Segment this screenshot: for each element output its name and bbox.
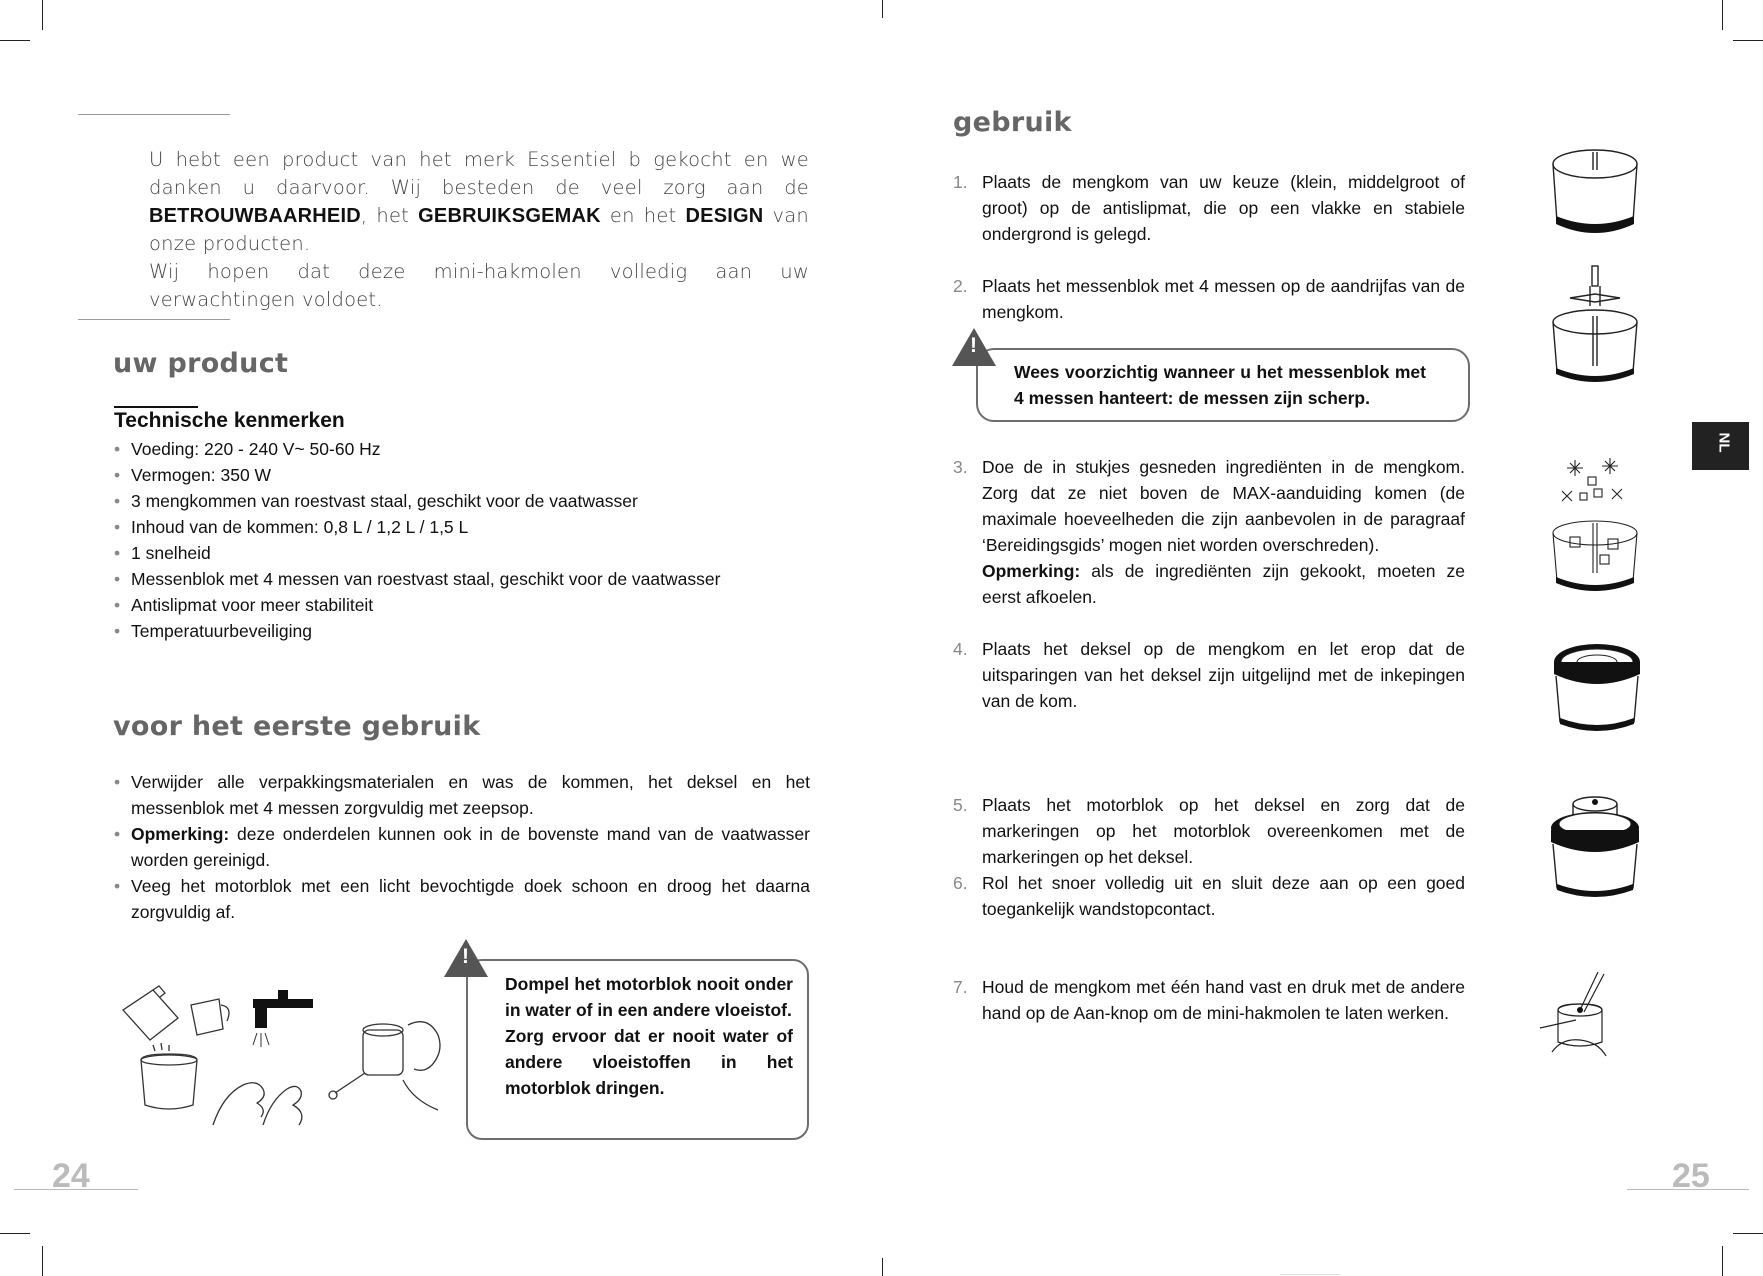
warning-symbol: ! [462, 945, 469, 968]
intro-paragraph [149, 146, 809, 314]
section-title-product: uw product [113, 348, 289, 379]
crop-mark [1733, 40, 1763, 41]
first-use-item [114, 769, 810, 821]
warning-text: Wees voorzichtig wanneer u het messenblok met 4 messen hanteert: de messen zijn scherp. [1014, 362, 1426, 408]
crop-mark [882, 0, 883, 18]
subhead-bar [114, 406, 198, 408]
spec-item: • Inhoud van de kommen: 0,8 L / 1,2 L / 1,5 L [114, 514, 834, 540]
step-text: Plaats het messenblok met 4 messen op de aandrijfas van de mengkom. [982, 276, 1465, 322]
lid-on-bowl-illustration [1552, 636, 1642, 736]
step-number: 5. [953, 795, 968, 815]
step-number: 4. [953, 639, 968, 659]
first-use-text: Veeg het motorblok met een licht bevochtigde doek schoon en droog het daarna zorgvuldig af. [131, 876, 810, 922]
step-number: 6. [953, 873, 968, 893]
press-button-illustration [1538, 970, 1618, 1060]
ingredients-in-bowl-illustration [1550, 455, 1640, 605]
warning-triangle-icon [952, 328, 996, 366]
step-item [953, 974, 1465, 1026]
bowl-illustration [1550, 146, 1640, 242]
step-text: Rol het snoer volledig uit en sluit deze aan op een goed toegankelijk wandstopcontact. [982, 873, 1465, 919]
crop-mark [882, 1258, 883, 1276]
note-label: Opmerking: [131, 824, 230, 844]
section-title-usage: gebruik [953, 107, 1072, 138]
step-number: 1. [953, 172, 968, 192]
language-tab-label: NL [1715, 432, 1733, 453]
intro-text: van onze producten. [149, 204, 809, 255]
step-number: 2. [953, 276, 968, 296]
note-label: Opmerking: [982, 561, 1081, 581]
crop-mark [1722, 0, 1723, 30]
spec-item: • Messenblok met 4 messen van roestvast staal, geschikt voor de vaatwasser [114, 566, 834, 592]
crop-mark [42, 1246, 43, 1276]
crop-mark [42, 0, 43, 30]
spec-item: • Voeding: 220 - 240 V~ 50-60 Hz [114, 436, 834, 462]
note-text: als de ingrediënten zijn gekookt, moeten ze eerst afkoelen. [982, 561, 1465, 607]
section-title-first-use: voor het eerste gebruik [113, 711, 481, 742]
specs-list [114, 436, 834, 644]
crop-mark [0, 1233, 30, 1234]
step-text: Houd de mengkom met één hand vast en druk met de andere hand op de Aan-knop om de mini-hakmolen te laten werken. [982, 977, 1465, 1023]
specs-title: Technische kenmerken [114, 409, 345, 432]
step-text: Plaats het motorblok op het deksel en zorg dat de markeringen op het motorblok overeenkomen met de markeringen op het deksel. [982, 795, 1465, 867]
spec-item: • 1 snelheid [114, 540, 834, 566]
first-use-list [114, 769, 810, 925]
crop-mark [0, 40, 30, 41]
first-use-text: Verwijder alle verpakkingsmaterialen en was de kommen, het deksel en het messenblok met 4 messen zorgvuldig met zeepsop. [131, 772, 810, 818]
warning-symbol: ! [970, 334, 977, 357]
spec-item: • Antislipmat voor meer stabiliteit [114, 592, 834, 618]
warning-line-2: Zorg ervoor dat er nooit water of andere vloeistoffen in het motorblok dringen. [505, 1026, 793, 1098]
crop-mark [1280, 1274, 1340, 1275]
first-use-text: deze onderdelen kunnen ook in de bovenste mand van de vaatwasser worden gereinigd. [131, 824, 810, 870]
page-number-left: 24 [52, 1157, 90, 1195]
step-note [982, 558, 1465, 610]
step-item [953, 454, 1465, 610]
warning-triangle-icon [444, 939, 488, 977]
intro-bold-ease: GEBRUIKSGEMAK [418, 205, 601, 227]
intro-bottom-rule [78, 319, 230, 320]
crop-mark [1722, 1246, 1723, 1276]
page-number-right: 25 [1672, 1157, 1710, 1195]
step-item [953, 870, 1465, 922]
step-text: Plaats de mengkom van uw keuze (klein, middelgroot of groot) op de antislipmat, die op een vlakke en stabiele ondergrond is gelegd. [982, 172, 1465, 244]
intro-top-rule [78, 114, 230, 115]
warning-text [505, 971, 793, 1101]
blade-on-bowl-illustration [1550, 264, 1640, 394]
step-item [953, 273, 1465, 325]
spec-item: • 3 mengkommen van roestvast staal, geschikt voor de vaatwasser [114, 488, 834, 514]
warning-box-immersion [466, 959, 809, 1140]
cleaning-illustration [113, 985, 448, 1125]
spec-item: • Temperatuurbeveiliging [114, 618, 834, 644]
warning-line-1: Dompel het motorblok nooit onder in water of in een andere vloeistof. [505, 974, 793, 1020]
motor-on-bowl-illustration [1547, 790, 1643, 905]
intro-bold-design: DESIGN [685, 205, 764, 227]
language-tab [1692, 422, 1749, 470]
step-text: Plaats het deksel op de mengkom en let erop dat de uitsparingen van het deksel zijn uitgelijnd met de inkepingen van de kom. [982, 639, 1465, 711]
warning-box-blades [976, 348, 1470, 422]
step-item [953, 169, 1465, 247]
crop-mark [1733, 1233, 1763, 1234]
step-number: 7. [953, 977, 968, 997]
intro-text-2: Wij hopen dat deze mini-hakmolen volledig aan uw verwachtingen voldoet. [149, 260, 809, 311]
spec-item: • Vermogen: 350 W [114, 462, 834, 488]
intro-text: , het [360, 204, 419, 227]
step-item [953, 636, 1465, 714]
step-number: 3. [953, 457, 968, 477]
first-use-item [114, 821, 810, 873]
intro-bold-reliability: BETROUWBAARHEID [149, 205, 361, 227]
step-item [953, 792, 1465, 870]
intro-text: U hebt een product van het merk Essentiel b gekocht en we danken u daarvoor. Wij besteden de veel zorg aan de [149, 148, 809, 199]
intro-text: en het [600, 204, 686, 227]
first-use-item [114, 873, 810, 925]
step-text: Doe de in stukjes gesneden ingrediënten in de mengkom. Zorg dat ze niet boven de MAX-aanduiding komen (de maximale hoeveelheden die zijn aanbevolen in de paragraaf ‘Bereidingsgids’ mogen niet worden overschreden). [982, 457, 1465, 555]
